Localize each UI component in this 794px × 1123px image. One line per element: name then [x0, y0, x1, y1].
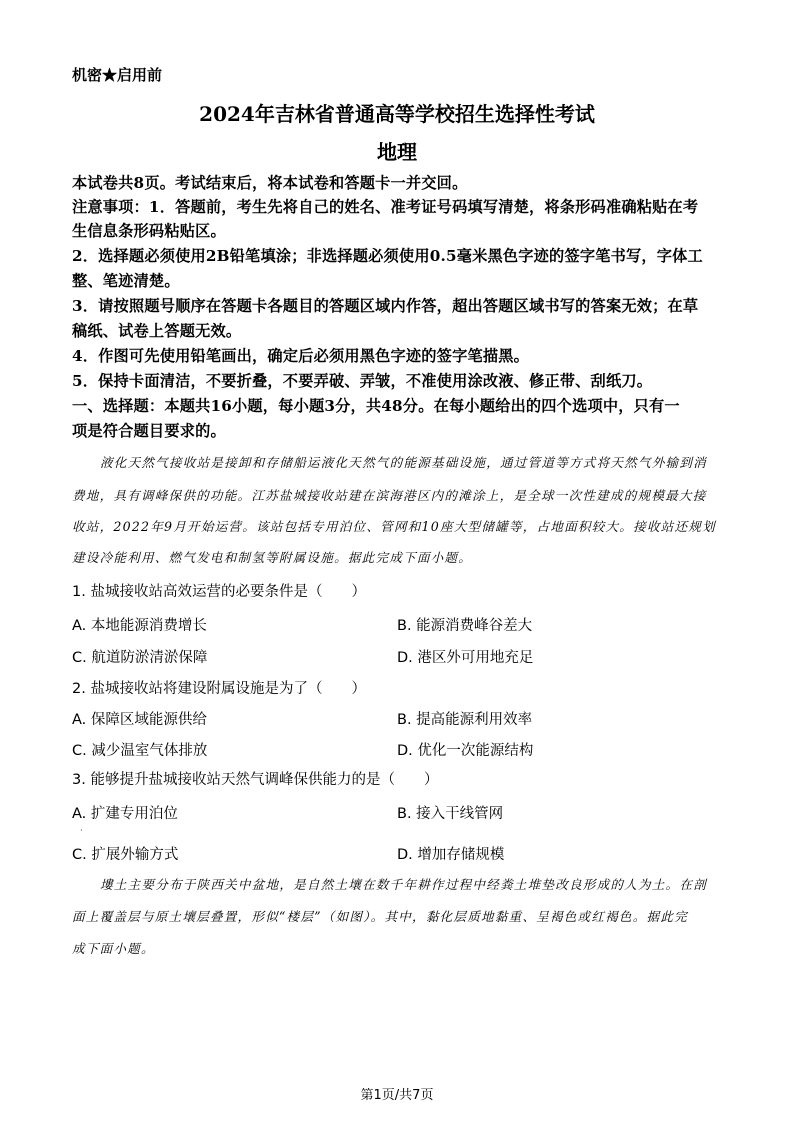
- instruction-note1-line1: 注意事项：1．答题前，考生先将自己的姓名、准考证号码填写清楚，将条形码准确粘贴在考: [72, 198, 699, 216]
- stray-dot-mark: ·: [80, 826, 83, 835]
- instruction-note2-line1: 2．选择题必须使用2B铅笔填涂；非选择题必须使用0.5毫米黑色字迹的签字笔书写，字体工: [72, 247, 703, 265]
- subject-title: 地理: [377, 140, 417, 164]
- passage1-line4: 建设冷能利用、燃气发电和制氢等附属设施。据此完成下面小题。: [72, 550, 473, 565]
- exam-title: 2024年吉林省普通高等学校招生选择性考试: [199, 102, 595, 126]
- option-d: D. 增加存储规模: [397, 847, 505, 863]
- confidential-label: 机密★启用前: [72, 66, 163, 84]
- option-b: B. 接入干线管网: [397, 806, 504, 822]
- question-stem: 3. 能够提升盐城接收站天然气调峰保供能力的是（ ）: [72, 772, 439, 788]
- passage2-line2: 面上覆盖层与原土壤层叠置，形似“楼层”（如图）。其中，黏化层质地黏重、呈褐色或红褐色。据此完: [72, 909, 688, 924]
- option-c: C. 减少温室气体排放: [72, 743, 208, 759]
- passage1-line1: 液化天然气接收站是接卸和存储船运液化天然气的能源基础设施，通过管道等方式将天然气外输到消: [100, 455, 707, 470]
- instruction-note4: 4．作图可先使用铅笔画出，确定后必须用黑色字迹的签字笔描黑。: [72, 347, 530, 365]
- question-stem: 1. 盐城接收站高效运营的必要条件是（ ）: [72, 584, 366, 600]
- option-a: A. 本地能源消费增长: [72, 618, 207, 634]
- option-d: D. 港区外可用地充足: [397, 650, 534, 666]
- option-c: C. 航道防淤清淤保障: [72, 650, 208, 666]
- instruction-note5: 5．保持卡面清洁，不要折叠，不要弄破、弄皱，不准使用涂改液、修正带、刮纸刀。: [72, 372, 653, 390]
- option-a: A. 保障区域能源供给: [72, 712, 207, 728]
- instruction-note2-line2: 整、笔迹清楚。: [72, 272, 180, 290]
- page-number: 第1页/共7页: [360, 1088, 434, 1103]
- option-a: A. 扩建专用泊位: [72, 806, 178, 822]
- option-d: D. 优化一次能源结构: [397, 743, 534, 759]
- passage2-line3: 成下面小题。: [72, 941, 155, 956]
- passage1-line2: 费地，具有调峰保供的功能。江苏盐城接收站建在滨海港区内的滩涂上，是全球一次性建成的规模最大接: [72, 488, 707, 503]
- passage2-line1: 塿土主要分布于陕西关中盆地，是自然土壤在数千年耕作过程中经粪土堆垫改良形成的人为土。在剖: [100, 877, 707, 892]
- section-one-line1: 一、选择题：本题共16小题，每小题3分，共48分。在每小题给出的四个选项中，只有一: [72, 397, 680, 415]
- section-one-line2: 项是符合题目要求的。: [72, 422, 226, 440]
- option-b: B. 提高能源利用效率: [397, 712, 533, 728]
- passage1-line3: 收站，2022年9月开始运营。该站包括专用泊位、管网和10座大型储罐等，占地面积较大。接收站还规划: [72, 519, 716, 534]
- instruction-note3-line2: 稿纸、试卷上答题无效。: [72, 322, 242, 340]
- option-b: B. 能源消费峰谷差大: [397, 618, 533, 634]
- instruction-note1-line2: 生信息条形码粘贴区。: [72, 222, 226, 240]
- option-c: C. 扩展外输方式: [72, 847, 179, 863]
- instruction-intro: 本试卷共8页。考试结束后，将本试卷和答题卡一并交回。: [72, 174, 468, 192]
- instruction-note3-line1: 3．请按照题号顺序在答题卡各题目的答题区域内作答，超出答题区域书写的答案无效；在草: [72, 297, 699, 315]
- question-stem: 2. 盐城接收站将建设附属设施是为了（ ）: [72, 681, 366, 697]
